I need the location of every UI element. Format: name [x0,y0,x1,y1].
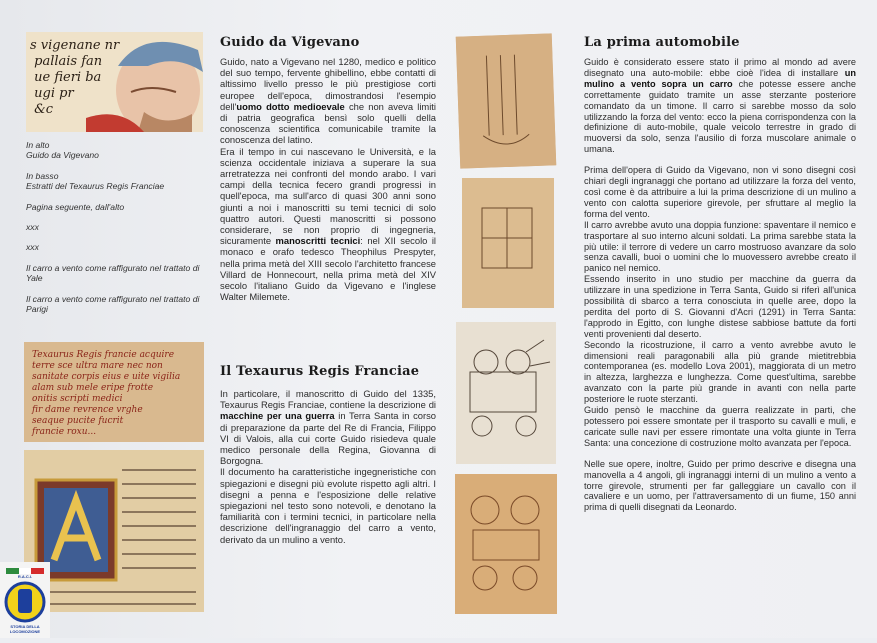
automobile-paragraph-5: Secondo la ricostruzione, il carro a vento avrebbe avuto le dimensioni reali paragonabili alla più grande mietitrebbia contemporanea (es. modello Lova 2001), maggiorata di un metro in altezza, larghezza e lunghezza. Come quest'ultima, sarebbe avanzato con la parte più grande in avanti con nella parte posteriore le ruote sterzanti. [584,339,856,405]
automobile-paragraph-1: Guido è considerato essere stato il primo al mondo ad avere disegnato una auto-mobile: ebbe cioè l'idea di installare un mulino a vento sopra un carro che potesse essere anche correttamente guidato tramite un asse sterzante posteriore comandato da un timone. Il carro si sarebbe mosso da solo utilizzando la forza del vento: ecco la piena corrispondenza con la definizione di auto-mobile, quale veicolo terrestre in grado di muoversi da solo, senza l'ausilio di forza muscolare animale o umana. [584,57,856,155]
texaurus-text [220,388,436,545]
automobile-paragraph-4: Essendo inserito in uno studio per macchine da guerra da utilizzare in una spedizione in Terra Santa, Guido si riferì all'unica possibilità di sbarco a terra conosciuta in quelle aree, dopo la perdita del porto di S. Giovanni d'Acri (1291) in Terra Santa: l'approdo in Egitto, con lunghe distese sabbiose battute da forti venti provenienti dal deserto. [584,274,856,339]
portrait-image [26,32,203,132]
caption-paris: Il carro a vento come raffigurato nel trattato di Parigi [26,293,200,315]
drawing-image-2 [462,178,554,308]
caption-next-page: Pagina seguente, dall'alto [26,201,125,212]
caption-yale: Il carro a vento come raffigurato nel trattato di Yale [26,262,200,284]
manuscript-text-image [24,342,204,442]
texaurus-title: Il Texaurus Regis Franciae [220,364,420,379]
caption-top-text: Guido da Vigevano [26,150,99,161]
automobile-paragraph-2: Prima dell'opera di Guido da Vigevano, non vi sono disegni così chiari degli ingranaggi che portano ad utilizzare la forza del vento, così come è da attribuire a lui la prima descrizione di un mulino a vento con calotta superiore girevole, per sfruttare al meglio la forma del vento. [584,165,856,219]
texaurus-paragraph-1: In particolare, il manoscritto di Guido del 1335, Texaurus Regis Franciae, contiene la descrizione di macchine per una guerra in Terra Santa in corso di preparazione da parte del Re di Francia, Filippo VI di Valois, alla cui corte Guido risiedeva quale medico personale della Regina, Giovanna di Borgogna. [220,388,437,467]
guido-paragraph-2: Era il tempo in cui nascevano le Università, e la scienza occidentale iniziava a superare la sua arretratezza nei confronti del mondo arabo. I vari campi della tecnica fecero grandi progressi in quell'epoca, ma sull'arco di quasi 300 anni sono giunti a noi i manoscritti su temi tecnici di solo quattro autori. Questi manoscritti si possono considerare, se non proprio di ingegneria, sicuramente manoscritti tecnici: nel XII secolo il monaco e orafo tedesco Theophilus Prespyter, nella prima metà del XIII secolo l'architetto francese Villard de Honnecourt, nella prima metà del XIV secolo l'italiano Guido da Vigevano e l'inglese Walter Milemete. [220,145,437,303]
automobile-paragraph-7: Nelle sue opere, inoltre, Guido per primo descrive e disegna una manovella a 4 angoli, gli ingranaggi interni di un mulino a vento a torre girevole, strumenti per far galleggiare un cavallo con il cavaliere e un uomo, per l'attraversamento di un fiume, 150 anni prima di quelli disegnati da Leonardo. [584,458,856,513]
automobile-paragraph-6: Guido pensò le macchine da guerra realizzate in parti, che potessero poi essere smontate per il trasporto su cavalli e muli, e caricate sulle navi per essere rimontate una volta giunte in Terra Santa: una concezione di costruzione molto avanzata per l'epoca. [584,405,856,448]
logo-bottom-text: STORIA DELLA LOCOMOZIONE [9,624,41,634]
caption-xxx-2: xxx [26,242,39,253]
caption-bottom-text: Estratti del Texaurus Regis Franciae [26,181,165,192]
guido-text [220,56,436,302]
captions [26,140,206,324]
automobile-text [584,57,856,513]
manuscript-script: Texaurus Regis francie acquire terre sce ultra mare nec non sanitate corpis eius e uite vigilia alam sub mele eripe frotte onitis scripti medici fir dame revrence vrghe seaque pucite fucrit francie roxu... [32,350,181,437]
portrait-script: s vigenane nr pallais fan ue fieri ba ugi pr &c [30,38,120,117]
guido-title: Guido da Vigevano [220,35,360,50]
drawing-image-1 [456,33,557,168]
raci-logo [0,562,50,638]
automobile-paragraph-3: Il carro avrebbe avuto una doppia funzione: spaventare il nemico e trasportare al suo interno alcuni soldati. La prima sarebbe stata la più utile: il terrore di vedere un carro mostruoso avanzare da solo senza cavalli, buoi o uomini che lo muovessero avrebbe creato il panico nel nemico. [584,219,856,274]
caption-xxx-1: xxx [26,222,39,233]
drawing-image-3-wind-cart [456,322,556,464]
logo-top-text: R.A.C.I. [17,574,33,579]
caption-top-label: In alto [26,140,50,150]
guido-paragraph-1: Guido, nato a Vigevano nel 1280, medico e politico del suo tempo, fervente ghibellino, ebbe contatti di altissimo livello presso le più prestigiose corti europee dell'epoca, dimostrandosi l'esempio dell'uomo dotto medioevale che non aveva limiti di patria geografica bensì solo quelli della conoscenza scientifica comunicabile tramite la conoscenza del latino. [220,56,436,146]
automobile-title: La prima automobile [584,35,740,50]
illuminated-initial-image [24,450,204,612]
caption-bottom-label: In basso [26,170,59,181]
drawing-image-4-wind-cart [455,474,557,614]
texaurus-paragraph-2: Il documento ha caratteristiche ingegneristiche con spiegazioni e disegni più evolute rispetto agli altri. I disegni a penna e l'esposizione delle relative spiegazioni nel testo sono notevoli, e denotano la familiarità con i termini tecnici, in particolare nella descrizione dell'ingranaggio del carro a vento, derivato da un mulino a vento. [220,466,436,545]
